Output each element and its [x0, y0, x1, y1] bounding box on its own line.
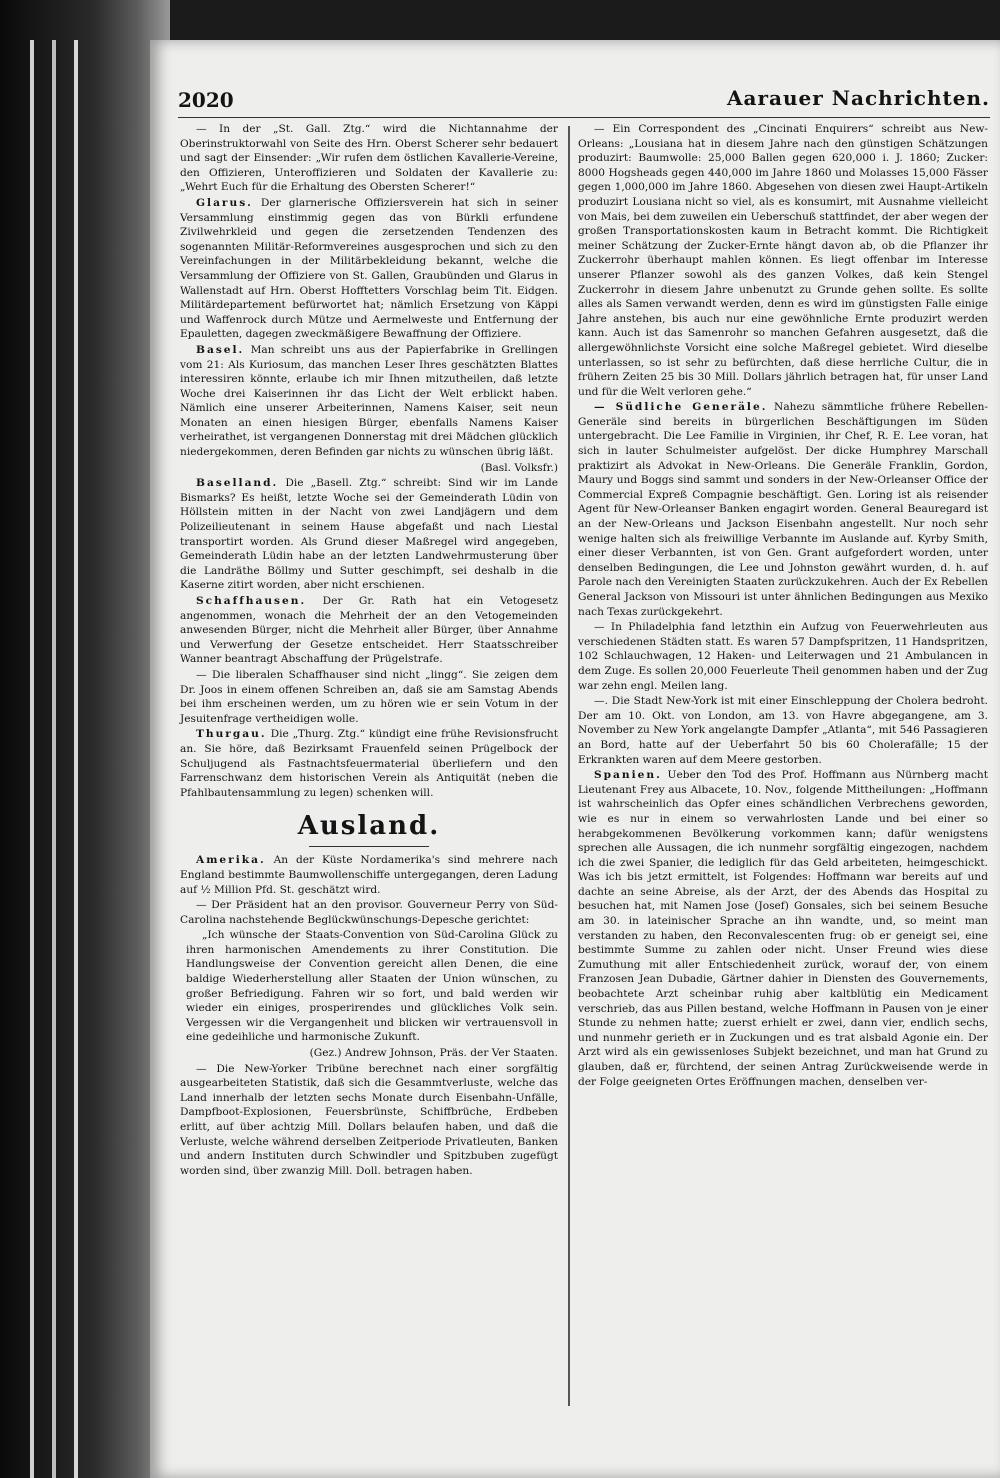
article-lead: Spanien. [594, 769, 662, 782]
left-column [180, 122, 558, 1179]
right-column [578, 122, 988, 1090]
article-schaffhausen [180, 594, 558, 667]
dispatch-quote: „Ich wünsche der Staats-Convention von Süd-Carolina Glück zu ihren harmonischen Amendements zu ihrer Constitution. Die Handlungsweise der Convention gereicht allen Denen, die eine baldige Wiederherstellung aller Staaten der Union wünschen, zu großer Befriedigung. Fahren wir so fort, und bald werden wir wieder ein einiges, prosperirendes und glückliches Volk sein. Vergessen wir die Vergangenheit und blicken wir vertrauensvoll in eine gedeihliche und harmonische Zukunft. [186, 929, 558, 1044]
article-lead: Basel. [196, 343, 245, 356]
article-spanien [578, 768, 988, 1089]
header-rule [178, 117, 990, 118]
article-southern-generals [578, 400, 988, 619]
article-baselland [180, 476, 558, 593]
article-new-york-cholera: —. Die Stadt New-York ist mit einer Einschleppung der Cholera bedroht. Der am 10. Okt. von London, am 13. von Havre abgegangene, am 3. November zu New York angelangte Dampfer „Atlanta“, mit 546 Passagieren an Bord, hatte auf der Ueberfahrt 50 bis 60 Cholerafälle; 15 der Erkrankten waren auf dem Meere gestorben. [578, 695, 988, 766]
page-edge [74, 40, 78, 1478]
page-header [178, 88, 990, 120]
article-body: Nahezu sämmtliche frühere Rebellen-Generäle sind bereits in bürgerlichen Beschäftigungen im Süden untergebracht. Die Lee Familie in Virginien, ihr Chef, R. E. Lee voran, hat sich in lauter Schulmeister aufgelöst. Der dicke Humphrey Marschall praktizirt als Advokat in New-Orleans. Die Generäle Franklin, Gordon, Maury und Boggs sind sammt und sonders in der New-Orleanser Office der Commercial Expreß Compagnie beschäftigt. Gen. Loring ist als reisender Agent für New-Orleanser Banken engagirt worden. General Beauregard ist an der New-Orleans und Jackson Eisenbahn angestellt. Nur noch sehr wenige halten sich als freiwillige Verbannte im Auslande auf. Kyrby Smith, einer dieser Verbannten, ist von Gen. Grant aufgefordert worden, unter denselben Bedingungen, die Lee und Johnston gewährt wurden, d. h. auf Parole nach den Vereinigten Staaten zurückzukehren. Auch der Ex Rebellen General Jackson von Missouri ist unter ähnlichen Bedingungen aus Mexiko nach Texas zurückgekehrt. [578, 401, 988, 618]
article-lead: Amerika. [196, 854, 266, 867]
article-lead: Glarus. [196, 196, 253, 209]
article-body: Ueber den Tod des Prof. Hoffmann aus Nürnberg macht Lieutenant Frey aus Albacete, 10. Nov., folgende Mittheilungen: „Hoffmann ist wahrscheinlich das Opfer eines schändlichen Verbrechens geworden, wie es nur in einem so verwahrlosten Lande und bei einer so herabgekommenen Bevölkerung vorkommen kann; dafür wenigstens sprechen alle Aussagen, die ich nunmehr sorgfältig eingezogen, nachdem ich die zwei Spanier, die lediglich für das Geld arbeiteten, heimgeschickt. Was ich bis jetzt ermittelt, ist Folgendes: Hoffmann war bereits auf und dachte an seine Abreise, als der Arzt, der des Abends das Hospital zu besuchen hat, mit Namen Jose (Josef) Gonsales, sich bei seinem Besuche am 30. in lateinischer Sprache an ihn wandte, und, so meint man verstanden zu haben, den Reconvalescenten frug: ob er geneigt sei, eine bestimmte Summe zu zahlen oder nicht. Unser Freund wies diese Zumuthung mit aller Entschiedenheit zurück, worauf der, von einem Franzosen Jean Dubadie, Gärtner dahier in Diensten des Gouvernements, beobachtete Arzt scheinbar ruhig aber kaltblütig ein Medicament verschrieb, das aus Pillen bestand, welche Hoffmann in Pausen von je einer Stunde zu nehmen hatte; zuerst erhielt er zwei, dann vier, endlich sechs, und nunmehr gerieth er in Zuckungen und es trat alsbald Agonie ein. Der Arzt wird als ein gewissenloses Subjekt bezeichnet, und man hat Grund zu glauben, daß er, fürchtend, der seinen Antrag Zurückweisende werde in der Folge geeigneten Ortes Eröffnungen machen, denselben ver- [578, 769, 988, 1088]
article-lead: Schaffhausen. [196, 595, 307, 607]
newspaper-title: Aarauer Nachrichten. [726, 86, 990, 110]
page-edge [30, 40, 34, 1478]
article-body: Die „Thurg. Ztg.“ kündigt eine frühe Revisionsfrucht an. Sie höre, daß Bezirksamt Frauenfeld seinen Prügelbock der Schuljugend als Fastnachtsfeuermaterial überliefern und den Farrenschwanz dem historischen Verein als Antiquität (neben die Pfahlbautensammlung zu legen) schenken will. [180, 728, 558, 799]
article-lead: Thurgau. [196, 728, 267, 741]
book-spine [0, 0, 170, 1478]
article-lead: — Südliche Generäle. [594, 401, 768, 414]
article-source: (Basl. Volksfr.) [480, 461, 558, 474]
article-basel [180, 343, 558, 460]
article-body: Man schreibt uns aus der Papierfabrike in Grellingen vom 21: Als Kuriosum, das manchen Leser Ihres geschätzten Blattes interessiren könnte, erlaube ich mir Ihnen mitzutheilen, daß letzte Woche drei Kaiserinnen ihr das Licht der Welt erblickt haben. Nämlich eine unserer Arbeiterinnen, Namens Kaiser, seit neun Monaten an einen hiesigen Bürger, ebenfalls Namens Kaiser verheirathet, ist vergangenen Donnerstag mit drei Mädchen glücklich niedergekommen, deren Befinden gar nichts zu wünschen übrig läßt. [180, 343, 558, 459]
article-body: Die „Basell. Ztg.“ schreibt: Sind wir im Lande Bismarks? Es heißt, letzte Woche sei der Gemeinderath Lüdin von Höllstein mitten in der Nacht von zwei Landjägern und dem Polizeilieutenant in seinem Hause abgefaßt und nach Liestal transportirt worden. Als Grund dieser Maßregel wird angegeben, Gemeinderath Lüdin habe an der letzten Landwehrmusterung über die Landräthe Böllmy und Sutter geschimpft, sei deshalb in die Kaserne zitirt worden, aber nicht erschienen. [180, 477, 558, 592]
article-president: — Der Präsident hat an den provisor. Gouverneur Perry von Süd-Carolina nachstehende Beglückwünschungs-Depesche gerichtet: [180, 899, 558, 926]
article-cincinnati: — Ein Correspondent des „Cincinati Enquirers“ schreibt aus New-Orleans: „Lousiana hat in diesem Jahre nach den günstigen Schätzungen produzirt: Baumwolle: 25,000 Ballen gegen 620,000 i. J. 1860; Zucker: 8000 Hogsheads gegen 440,000 im Jahre 1860 und Molasses 15,000 Fässer gegen 1,000,000 im Jahre 1860. Abgesehen von diesen zwei Haupt-Artikeln produzirt Lousiana nicht so viel, als es konsumirt, mit Ausnahme vielleicht von Mais, bei dem zuweilen ein Ueberschuß stattfindet, der aber wegen der großen Transportationskosten kaum in Betracht kommt. Die Richtigkeit meiner Schätzung der Zucker-Ernte hängt davon ab, ob die Pflanzer ihr Zuckerrohr überhaupt mahlen können. Es liegt offenbar im Interesse unserer Pflanzer sowohl als des ganzen Volkes, daß kein Stengel Zuckerrohr in diesem Jahre unbenutzt zu Grunde gehen sollte. Es sollte alles als Samen verwandt werden, denn es wird im günstigsten Falle einige Jahre anstehen, bis auch nur eine gewöhnliche Ernte produzirt werden kann. Auch ist das Samenrohr so manchen Gefahren ausgesetzt, daß die allergewöhnlichste Vorsicht eine solche Maßregel gebietet. Wird dieselbe unterlassen, so ist sehr zu befürchten, daß diese herrliche Cultur, die in frühern Zeiten 25 bis 30 Mill. Dollars jährlich betragen hat, für unser Land und für die Welt verloren gehe.“ [578, 123, 988, 398]
newspaper-page [150, 40, 1000, 1478]
article-st-gallen: — In der „St. Gall. Ztg.“ wird die Nichtannahme der Oberinstruktorwahl von Seite des Hrn. Oberst Scherer sehr bedauert und sagt der Einsender: „Wir rufen dem östlichen Kavallerie-Vereine, den Offizieren, Unteroffizieren und Soldaten der Kavallerie zu: „Wehrt Euch für die Erhaltung des Obersten Scherer!“ [180, 123, 558, 194]
article-amerika [180, 853, 558, 897]
article-philadelphia: — In Philadelphia fand letzthin ein Aufzug von Feuerwehrleuten aus verschiedenen Städten statt. Es waren 57 Dampfspritzen, 11 Handspritzen, 102 Schlauchwagen, 12 Haken- und Leiterwagen und 21 Ambulancen in dem Zuge. Es sollen 20,000 Feuerleute Theil genommen haben und der Zug war zehn engl. Meilen lang. [578, 621, 988, 692]
section-rule [309, 846, 429, 847]
article-glarus [180, 196, 558, 342]
column-divider [568, 126, 570, 1406]
article-lead: Baselland. [196, 477, 279, 490]
article-body: An der Küste Nordamerika's sind mehrere nach England bestimmte Baumwollenschiffe untergegangen, deren Ladung auf ½ Million Pfd. St. geschätzt wird. [180, 854, 558, 896]
article-tribune: — Die New-Yorker Tribüne berechnet nach einer sorgfältig ausgearbeiteten Statistik, daß sich die Gesammtverluste, welche das Land innerhalb der letzten sechs Monate durch Eisenbahn-Unfälle, Dampfboot-Explosionen, Feuersbrünste, Schiffbrüche, Erdbeben erlitt, auf über achtzig Mill. Dollars belaufen haben, und daß die Verluste, welche während derselben Zeitperiode Privatleuten, Banken und andern Instituten durch Schwindler und Spitzbuben zugefügt worden sind, über zwanzig Mill. Doll. betragen haben. [180, 1062, 558, 1177]
page-edge [52, 40, 56, 1478]
article-body: Der Gr. Rath hat ein Vetogesetz angenommen, wonach die Mehrheit der an den Vetogemeinden anwesenden Bürger, nicht die Mehrheit aller Bürger, über Annahme und Verwerfung der Gesetze entscheidet. Herr Staatsschreiber Wanner beantragt Abschaffung der Prügelstrafe. [180, 595, 558, 666]
article-schaffhausen-liberal: — Die liberalen Schaffhauser sind nicht „lingg“. Sie zeigen dem Dr. Joos in einem offenen Schreiben an, daß sie am Samstag Abends bei ihm erscheinen werden, um zu hören wie er sein Votum in der Jesuitenfrage vertheidigen wolle. [180, 668, 558, 725]
page-number: 2020 [178, 88, 234, 112]
article-body: Der glarnerische Offiziersverein hat sich in seiner Versammlung einstimmig gegen das von Bürkli erfundene Zivilwehrkleid und gegen die zersetzenden Tendenzen des sogenannten Militär-Reformvereines ausgesprochen und sich zu den Vereinfachungen in der Militärbekleidung bekannt, welche die Versammlung der Offiziere von St. Gallen, Graubünden und Glarus in Wallenstadt auf Hrn. Oberst Hofftetters Vorschlag beim Tit. Eidgen. Militärdepartement befürwortet hat; nämlich Ersetzung von Käppi und Waffenrock durch Mütze und Aermelweste und Entfernung der Epauletten, dagegen zweckmäßigere Bewaffnung der Offiziere. [180, 196, 558, 341]
dispatch-signature: (Gez.) Andrew Johnson, Präs. der Ver Staaten. [309, 1047, 558, 1060]
article-thurgau [180, 727, 558, 800]
section-title-ausland: Ausland. [297, 811, 441, 842]
